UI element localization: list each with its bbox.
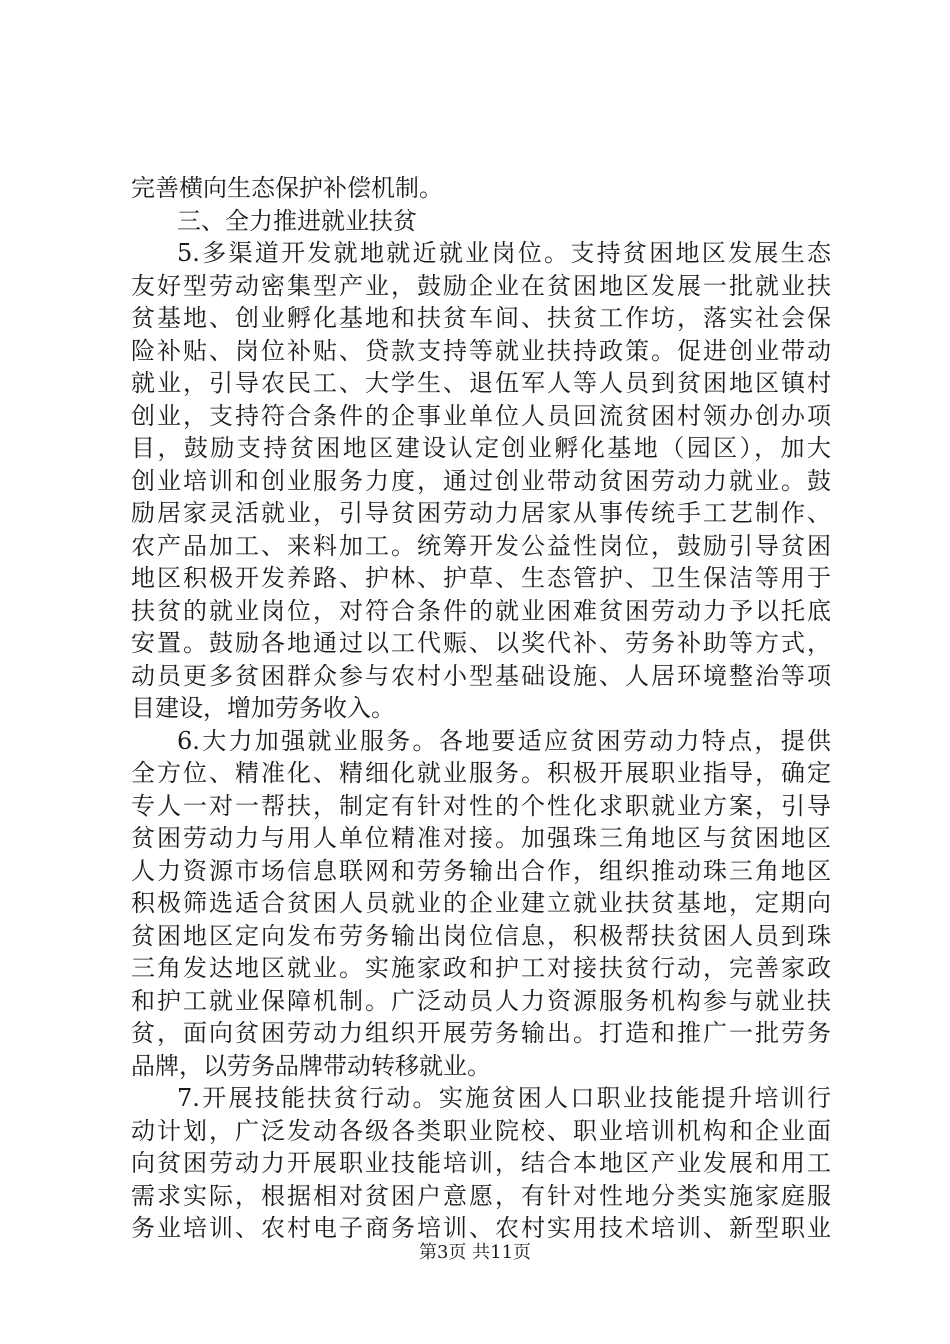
text-line: 贫，面向贫困劳动力组织开展劳务输出。打造和推广一批劳务: [131, 1019, 831, 1047]
text-line: 6.大力加强就业服务。各地要适应贫困劳动力特点，提供: [177, 726, 831, 755]
text-line: 务业培训、农村电子商务培训、农村实用技术培训、新型职业: [131, 1214, 831, 1242]
text-line: 农产品加工、来料加工。统筹开发公益性岗位，鼓励引导贫困: [131, 531, 831, 560]
text-line: 和护工就业保障机制。广泛动员人力资源服务机构参与就业扶: [131, 986, 831, 1015]
text-line: 专人一对一帮扶，制定有针对性的个性化求职就业方案，引导: [131, 791, 831, 820]
text-line: 积极筛选适合贫困人员就业的企业建立就业扶贫基地，定期向: [131, 889, 831, 917]
text-line: 贫困地区定向发布劳务输出岗位信息，积极帮扶贫困人员到珠: [131, 921, 831, 950]
text-line: 向贫困劳动力开展职业技能培训，结合本地区产业发展和用工: [131, 1149, 831, 1177]
document-body: [131, 172, 831, 1245]
text-line: 完善横向生态保护补偿机制。: [131, 174, 443, 202]
text-line: 目，鼓励支持贫困地区建设认定创业孵化基地（园区），加大: [131, 434, 831, 462]
page-footer: 第3页 共11页: [418, 1242, 532, 1263]
text-line: 创业培训和创业服务力度，通过创业带动贫困劳动力就业。鼓: [131, 466, 831, 495]
text-line: 励居家灵活就业，引导贫困劳动力居家从事传统手工艺制作、: [131, 499, 831, 527]
text-line: 5.多渠道开发就地就近就业岗位。支持贫困地区发展生态: [177, 239, 831, 267]
text-line: 友好型劳动密集型产业，鼓励企业在贫困地区发展一批就业扶: [131, 271, 831, 300]
text-line: 贫基地、创业孵化基地和扶贫车间、扶贫工作坊，落实社会保: [131, 304, 831, 332]
text-line: 动计划，广泛发动各级各类职业院校、职业培训机构和企业面: [131, 1116, 831, 1145]
text-line: 三、全力推进就业扶贫: [177, 206, 417, 235]
text-line: 全方位、精准化、精细化就业服务。积极开展职业指导，确定: [131, 759, 831, 787]
text-line: 安置。鼓励各地通过以工代赈、以奖代补、劳务补助等方式，: [131, 629, 831, 657]
text-line: 人力资源市场信息联网和劳务输出合作，组织推动珠三角地区: [131, 856, 831, 885]
text-line: 就业，引导农民工、大学生、退伍军人等人员到贫困地区镇村: [131, 369, 831, 397]
text-line: 贫困劳动力与用人单位精准对接。加强珠三角地区与贫困地区: [131, 824, 831, 852]
text-line: 品牌，以劳务品牌带动转移就业。: [131, 1051, 491, 1080]
text-line: 地区积极开发养路、护林、护草、生态管护、卫生保洁等用于: [131, 564, 831, 592]
text-line: 创业，支持符合条件的企事业单位人员回流贫困村领办创办项: [131, 401, 831, 430]
text-line: 扶贫的就业岗位，对符合条件的就业困难贫困劳动力予以托底: [131, 596, 831, 625]
text-line: 三角发达地区就业。实施家政和护工对接扶贫行动，完善家政: [131, 954, 831, 982]
text-line: 险补贴、岗位补贴、贷款支持等就业扶持政策。促进创业带动: [131, 336, 831, 365]
text-line: 目建设，增加劳务收入。: [131, 694, 395, 722]
text-line: 动员更多贫困群众参与农村小型基础设施、人居环境整治等项: [131, 661, 831, 690]
text-line: 7.开展技能扶贫行动。实施贫困人口职业技能提升培训行: [177, 1084, 831, 1112]
text-line: 需求实际，根据相对贫困户意愿，有针对性地分类实施家庭服: [131, 1181, 831, 1210]
